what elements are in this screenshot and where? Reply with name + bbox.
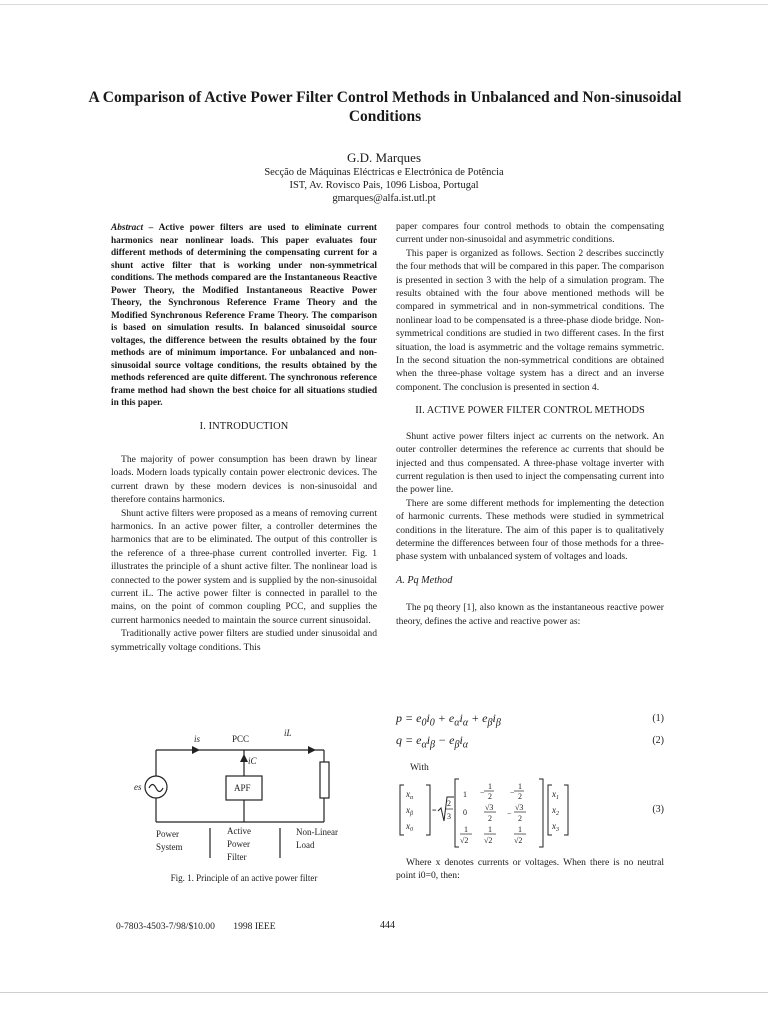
email-address: gmarques@alfa.ist.utl.pt (332, 193, 436, 204)
svg-text:1: 1 (518, 825, 522, 834)
svg-text:√2: √2 (484, 836, 493, 845)
svg-text:xα: $x_\alpha$ (406, 789, 414, 801)
load-resistor (320, 762, 329, 798)
subsection-heading-pq: A. Pq Method (396, 574, 453, 586)
footer-code: 0-7803-4503-7/98/$10.00 (116, 921, 215, 932)
top-border (0, 4, 768, 5)
intro-paragraph: Traditionally active power filters are studied under sinusoidal and symmetrically voltage conditions. This (111, 628, 377, 653)
paper-title: A Comparison of Active Power Filter Control Methods in Unbalanced and Non-sinusoidal Conditions (88, 89, 682, 125)
page-number: 444 (380, 920, 395, 931)
arrow-right-icon (192, 746, 200, 754)
svg-text:x2: $x_2$ (552, 805, 559, 817)
abstract-text: Active power filters are used to eliminate current harmonics near nonlinear loads. This paper evaluates four different methods of determining the compensating current for a shunt active filter that is working under non-symmetrical conditions. The methods compared are the Instantaneous Reactive Power Theory, the Modified Instantaneous Reactive Power Theory, the Synchronous Reference Frame Theory and the Modified Synchronous Reference Frame Theory. The comparison is based on simulation results. In balanced sinusoidal source voltages, the difference between the results obtained by the four methods are of minimum importance. For unbalanced and non-sinusoidal source voltage conditions, the results obtained by the methods referenced are quite different. The synchronous reference frame method had shown the best choice for all situations studied in this paper. (111, 223, 377, 408)
svg-text:x0: $x_0$ (406, 821, 413, 833)
equation-active-power: $p = e_0i_0 + e_\alpha i_\alpha + e_\beta i_\beta$ (1) (396, 711, 664, 729)
equation-number: (3) (652, 804, 664, 815)
label-is: is (194, 734, 201, 744)
svg-text:2: 2 (447, 799, 451, 808)
svg-text:−: − (480, 788, 485, 797)
svg-text:x1: $x_1$ (552, 789, 559, 801)
label-active-power-filter: Power (227, 839, 250, 849)
matrix-graphic (396, 775, 626, 853)
svg-text:√3: √3 (485, 803, 494, 812)
label-nonlinear-load: Non-Linear (296, 827, 338, 837)
footer-copyright-year: 1998 IEEE (233, 921, 276, 932)
label-es: es (134, 782, 142, 792)
svg-text:1: 1 (464, 825, 468, 834)
body-paragraph (396, 856, 664, 883)
arrow-up-icon (240, 754, 248, 762)
with-label: With (410, 762, 429, 773)
svg-text:−: − (510, 788, 515, 797)
svg-text:√2: √2 (514, 836, 523, 845)
svg-text:3: 3 (447, 812, 451, 821)
footer (116, 921, 292, 932)
svg-text:2: 2 (518, 792, 522, 801)
svg-text:√3: √3 (515, 803, 524, 812)
svg-text:√2: √2 (460, 836, 469, 845)
body-paragraph: paper compares four control methods to obtain the compensating current under non-sinusoidal and asymmetric conditions. (396, 221, 664, 246)
label-nonlinear-load: Load (296, 840, 315, 850)
affiliation (0, 166, 768, 205)
equation-number: (1) (652, 713, 664, 724)
svg-text:x3: $x_3$ (552, 821, 559, 833)
svg-text:0: 0 (463, 808, 467, 817)
label-power-system: Power (156, 829, 179, 839)
bottom-border (0, 992, 768, 993)
body-paragraph: This paper is organized as follows. Section 2 describes succinctly the four methods that will be compared in this paper. The comparison is presented in section 3 with the help of a simulation program. The results obtained with the four above mentioned methods will be compared in symmetrical and in non-symmetrical conditions. The nonlinear load to be compensated is a three-phase diode bridge. Non-symmetrical conditions are studied in two different cases. In the first situation, the load is asymmetric and the voltage remains symmetric. In the second situation the non-symmetrical conditions are obtained when the three-phase voltage system has a direct and an inverse component. The conclusion is presented in section 4. (396, 247, 664, 393)
section-heading-control-methods: II. ACTIVE POWER FILTER CONTROL METHODS (415, 405, 645, 417)
svg-text:2: 2 (518, 814, 522, 823)
equation-clarke-matrix (396, 775, 664, 853)
arrow-right-icon (308, 746, 316, 754)
label-il: iL (284, 728, 292, 738)
svg-text:2: 2 (488, 792, 492, 801)
equations-power (396, 711, 664, 755)
figure-active-power-filter (134, 724, 374, 874)
label-ic: iC (248, 756, 257, 766)
abstract (111, 222, 377, 410)
label-pcc: PCC (232, 734, 250, 744)
right-column (396, 220, 664, 628)
label-power-system: System (156, 842, 183, 852)
svg-text:=: = (432, 806, 437, 815)
author-name: G.D. Marques (346, 150, 421, 165)
label-active-power-filter: Filter (227, 852, 247, 862)
equation-number: (2) (652, 735, 664, 746)
affiliation-line: Secção de Máquinas Eléctricas e Electrónica de Potência (264, 167, 504, 178)
intro-paragraph: Shunt active filters were proposed as a means of removing current harmonics. In an active power filter, a controller determines the harmonics that are to be eliminated. The output of this controller is the reference of a three-phase current controlled inverter. Fig. 1 illustrates the principle of a shunt active filter. The nonlinear load is connected to the power system and is supplied by the non-sinusoidal current iL. The active power filter is connected in parallel to the mains, on the point of common coupling PCC, and supplies the current harmonics needed to maintain the source current sinusoidal. (111, 507, 377, 626)
abstract-label: Abstract – (111, 223, 154, 233)
left-column (111, 222, 377, 654)
body-paragraph: The pq theory [1], also known as the instantaneous reactive power theory, defines the active and reactive power as: (396, 602, 664, 627)
section-heading-introduction: I. INTRODUCTION (199, 420, 289, 432)
svg-text:xβ: $x_\beta$ (406, 805, 413, 817)
svg-text:1: 1 (518, 782, 522, 791)
svg-text:−: − (507, 809, 512, 818)
body-paragraph: There are some different methods for implementing the detection of harmonic currents. These methods were studied in symmetrical conditions in the literature. The aim of this paper is to qualitatively determine the differences between four of those methods for a three-phase system with unbalanced system of voltages and loads. (396, 497, 664, 563)
body-paragraph: Where x denotes currents or voltages. When there is no neutral point i0=0, then: (396, 857, 664, 882)
label-apf: APF (234, 783, 251, 793)
equation-reactive-power: $q = e_\alpha i_\beta - e_\beta i_\alpha$ (2) (396, 733, 664, 751)
body-paragraph: Shunt active power filters inject ac currents on the network. An outer controller determines the reference ac currents that should be injected and thus compensated. A three-phase voltage inverter with current regulation is then used to inject the compensating current into the power line. (396, 430, 664, 496)
svg-text:1: 1 (463, 790, 467, 799)
affiliation-line: IST, Av. Rovisco Pais, 1096 Lisboa, Portugal (289, 180, 479, 191)
sine-icon (149, 785, 163, 792)
svg-text:1: 1 (488, 825, 492, 834)
label-active-power-filter: Active (227, 826, 251, 836)
intro-paragraph: The majority of power consumption has been drawn by linear loads. Modern loads typically contain power electronic devices. The current drawn by these modern devices is non-sinusoidal and therefore contains harmonics. (111, 453, 377, 506)
svg-text:2: 2 (488, 814, 492, 823)
svg-text:1: 1 (488, 782, 492, 791)
figure-caption: Fig. 1. Principle of an active power filter (170, 873, 318, 883)
